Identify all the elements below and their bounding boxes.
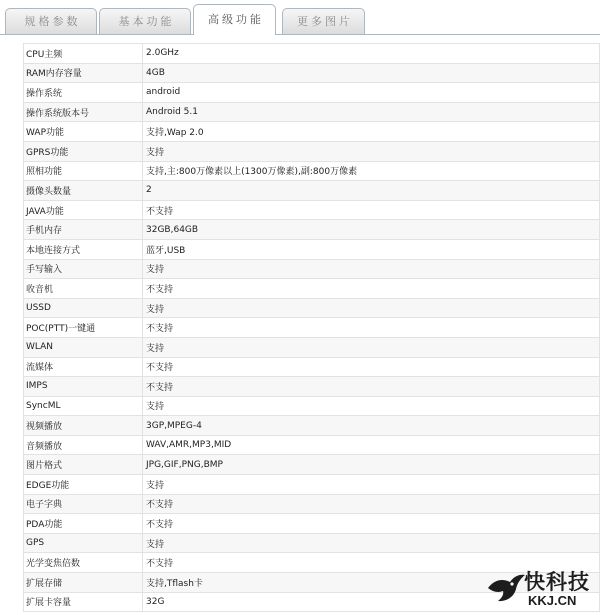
tab-more-images[interactable]: [282, 8, 365, 34]
spec-key: 本地连接方式: [24, 239, 143, 259]
spec-value: 不支持: [143, 200, 600, 220]
spec-key: WAP功能: [24, 122, 143, 142]
spec-value: 不支持: [143, 377, 600, 397]
spec-key: PDA功能: [24, 514, 143, 534]
spec-row: [24, 337, 600, 357]
spec-key: 流媒体: [24, 357, 143, 377]
tab-specs[interactable]: [5, 8, 97, 34]
spec-value: 支持,Tflash卡: [143, 573, 600, 593]
tab-advanced-features[interactable]: [193, 4, 276, 35]
spec-value: 支持: [143, 298, 600, 318]
spec-key: 照相功能: [24, 161, 143, 181]
tab-advanced-features-label: 高级功能: [208, 13, 264, 26]
spec-key: 操作系统: [24, 83, 143, 103]
spec-row: [24, 533, 600, 553]
spec-row: [24, 44, 600, 64]
spec-key: 图片格式: [24, 455, 143, 475]
spec-table-container: [23, 43, 600, 612]
spec-key: RAM内存容量: [24, 63, 143, 83]
spec-row: [24, 122, 600, 142]
spec-key: IMPS: [24, 377, 143, 397]
spec-value: 3GP,MPEG-4: [143, 416, 600, 436]
spec-row: [24, 455, 600, 475]
spec-row: [24, 377, 600, 397]
tab-more-images-label: 更多图片: [297, 15, 353, 28]
spec-key: 电子字典: [24, 494, 143, 514]
spec-row: [24, 396, 600, 416]
spec-value: 不支持: [143, 357, 600, 377]
tab-basic-features-label: 基本功能: [118, 15, 175, 28]
spec-row: [24, 494, 600, 514]
spec-key: JAVA功能: [24, 200, 143, 220]
spec-key: USSD: [24, 298, 143, 318]
spec-row: [24, 239, 600, 259]
spec-row: [24, 83, 600, 103]
spec-value: 4GB: [143, 63, 600, 83]
spec-value: 不支持: [143, 279, 600, 299]
spec-key: 收音机: [24, 279, 143, 299]
spec-value: 支持,主:800万像素以上(1300万像素),副:800万像素: [143, 161, 600, 181]
spec-row: [24, 435, 600, 455]
spec-value: 不支持: [143, 318, 600, 338]
spec-value: 支持: [143, 141, 600, 161]
spec-row: [24, 63, 600, 83]
spec-value: 2.0GHz: [143, 44, 600, 64]
spec-row: [24, 200, 600, 220]
spec-row: [24, 514, 600, 534]
tab-specs-label: 规格参数: [24, 15, 81, 28]
spec-key: SyncML: [24, 396, 143, 416]
watermark-logo: [486, 566, 600, 612]
spec-row: [24, 416, 600, 436]
spec-row: [24, 181, 600, 201]
spec-value: WAV,AMR,MP3,MID: [143, 435, 600, 455]
spec-value: JPG,GIF,PNG,BMP: [143, 455, 600, 475]
spec-value: 不支持: [143, 514, 600, 534]
spec-key: 扩展卡容量: [24, 592, 143, 612]
spec-row: [24, 220, 600, 240]
spec-value: 32G: [143, 592, 600, 612]
spec-key: 操作系统版本号: [24, 102, 143, 122]
spec-value: 不支持: [143, 553, 600, 573]
spec-value: 不支持: [143, 494, 600, 514]
spec-key: POC(PTT)一键通: [24, 318, 143, 338]
spec-value: 支持: [143, 475, 600, 495]
spec-value: 支持: [143, 337, 600, 357]
spec-key: GPRS功能: [24, 141, 143, 161]
spec-key: 音频播放: [24, 435, 143, 455]
spec-key: EDGE功能: [24, 475, 143, 495]
spec-value: 蓝牙,USB: [143, 239, 600, 259]
spec-key: WLAN: [24, 337, 143, 357]
spec-row: [24, 357, 600, 377]
spec-key: 视频播放: [24, 416, 143, 436]
spec-value: 支持: [143, 259, 600, 279]
tab-basic-features[interactable]: [99, 8, 191, 34]
spec-row: [24, 141, 600, 161]
spec-row: [24, 475, 600, 495]
spec-key: GPS: [24, 533, 143, 553]
spec-table-body: [24, 44, 600, 612]
spec-key: 摄像头数量: [24, 181, 143, 201]
spec-value: 支持: [143, 396, 600, 416]
spec-key: 光学变焦倍数: [24, 553, 143, 573]
spec-table: [23, 43, 600, 612]
spec-value: 支持: [143, 533, 600, 553]
spec-row: [24, 298, 600, 318]
spec-row: [24, 318, 600, 338]
spec-row: [24, 259, 600, 279]
spec-value: Android 5.1: [143, 102, 600, 122]
tab-bar: [0, 0, 600, 36]
bird-logo-icon: [486, 570, 526, 604]
spec-key: 扩展存储: [24, 573, 143, 593]
watermark-title: 快科技: [524, 570, 590, 594]
spec-key: 手机内存: [24, 220, 143, 240]
spec-row: [24, 161, 600, 181]
spec-value: 2: [143, 181, 600, 201]
spec-value: android: [143, 83, 600, 103]
spec-row: [24, 279, 600, 299]
spec-row: [24, 102, 600, 122]
spec-key: CPU主频: [24, 44, 143, 64]
watermark-url: KKJ.CN: [528, 593, 577, 608]
spec-key: 手写输入: [24, 259, 143, 279]
spec-value: 32GB,64GB: [143, 220, 600, 240]
spec-value: 支持,Wap 2.0: [143, 122, 600, 142]
